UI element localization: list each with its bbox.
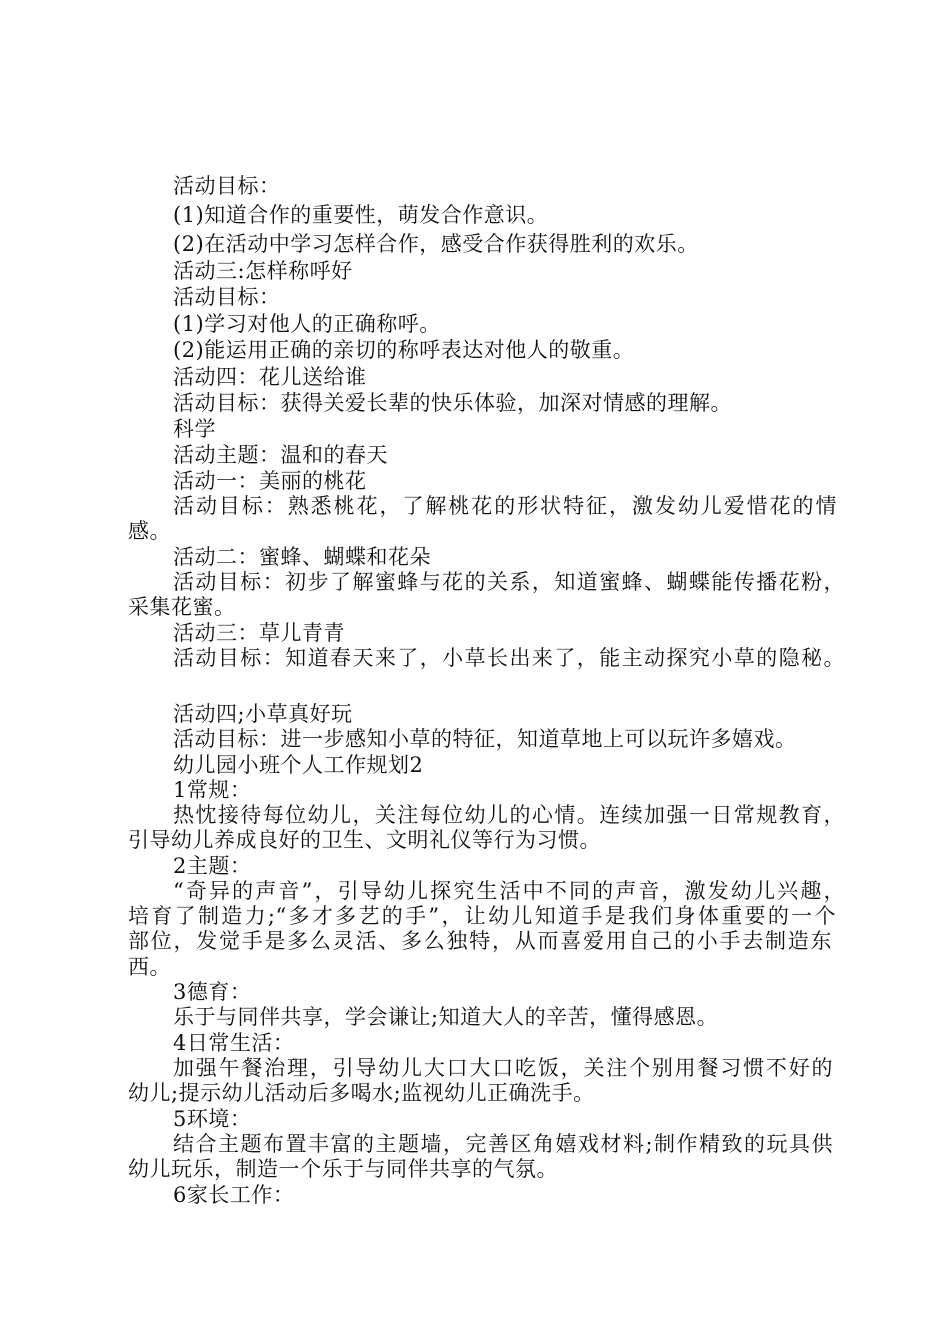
text-line: 活动目标：	[173, 174, 281, 198]
text-line: (2)在活动中学习怎样合作，感受合作获得胜利的欢乐。	[173, 232, 699, 256]
text-line: 结合主题布置丰富的主题墙，完善区角嬉戏材料;制作精致的玩具供	[173, 1132, 833, 1156]
text-line: 活动目标：知道春天来了，小草长出来了，能主动探究小草的隐秘。	[173, 646, 845, 670]
text-line: 活动三：草儿青青	[173, 621, 345, 645]
text-line: 活动目标：熟悉桃花，了解桃花的形状特征，激发幼儿爱惜花的情	[173, 494, 837, 518]
text-line: 加强午餐治理，引导幼儿大口大口吃饭，关注个别用餐习惯不好的	[173, 1056, 833, 1080]
text-line: 活动三:怎样称呼好	[173, 259, 353, 283]
text-line: (1)学习对他人的正确称呼。	[173, 312, 441, 336]
text-line: 幼儿;提示幼儿活动后多喝水;监视幼儿正确洗手。	[128, 1081, 595, 1105]
section-heading: 幼儿园小班个人工作规划2	[173, 753, 424, 777]
text-line: 活动四;小草真好玩	[173, 702, 353, 726]
text-line: 活动目标：获得关爱长辈的快乐体验，加深对情感的理解。	[173, 391, 732, 415]
text-line: 活动一：美丽的桃花	[173, 469, 367, 493]
text-line: 1常规：	[173, 778, 252, 802]
text-line: 4日常生活：	[173, 1031, 295, 1055]
text-line: 活动二：蜜蜂、蝴蝶和花朵	[173, 545, 431, 569]
text-line: 幼儿玩乐，制造一个乐于与同伴共享的气氛。	[128, 1157, 558, 1181]
text-line: 6家长工作：	[173, 1183, 295, 1207]
text-line: 热忱接待每位幼儿，关注每位幼儿的心情。连续加强一日常规教育，	[173, 803, 845, 827]
text-line: “奇异的声音”，引导幼儿探究生活中不同的声音，激发幼儿兴趣，	[173, 879, 845, 903]
text-line: 2主题：	[173, 854, 252, 878]
text-line: 3德育：	[173, 980, 252, 1004]
text-line: 活动目标：进一步感知小草的特征，知道草地上可以玩许多嬉戏。	[173, 727, 797, 751]
text-line: 部位，发觉手是多么灵活、多么独特，从而喜爱用自己的小手去制造东	[128, 929, 832, 953]
text-line: 引导幼儿养成良好的卫生、文明礼仪等行为习惯。	[128, 828, 601, 852]
text-line: 西。	[128, 955, 171, 979]
section-heading: 科学	[173, 417, 216, 441]
text-line: (1)知道合作的重要性，萌发合作意识。	[173, 203, 549, 227]
text-line: 活动目标：	[173, 285, 281, 309]
text-line: 感。	[128, 519, 171, 543]
text-line: (2)能运用正确的亲切的称呼表达对他人的敬重。	[173, 338, 635, 362]
text-line: 培育了制造力;“多才多艺的手”，让幼儿知道手是我们身体重要的一个	[128, 904, 836, 928]
text-line: 采集花蜜。	[128, 595, 236, 619]
text-line: 活动四：花儿送给谁	[173, 365, 367, 389]
text-line: 活动主题：温和的春天	[173, 443, 388, 467]
text-line: 5环境：	[173, 1107, 252, 1131]
text-line: 活动目标：初步了解蜜蜂与花的关系，知道蜜蜂、蝴蝶能传播花粉，	[173, 570, 845, 594]
text-line: 乐于与同伴共享，学会谦让;知道大人的辛苦，懂得感恩。	[173, 1005, 719, 1029]
